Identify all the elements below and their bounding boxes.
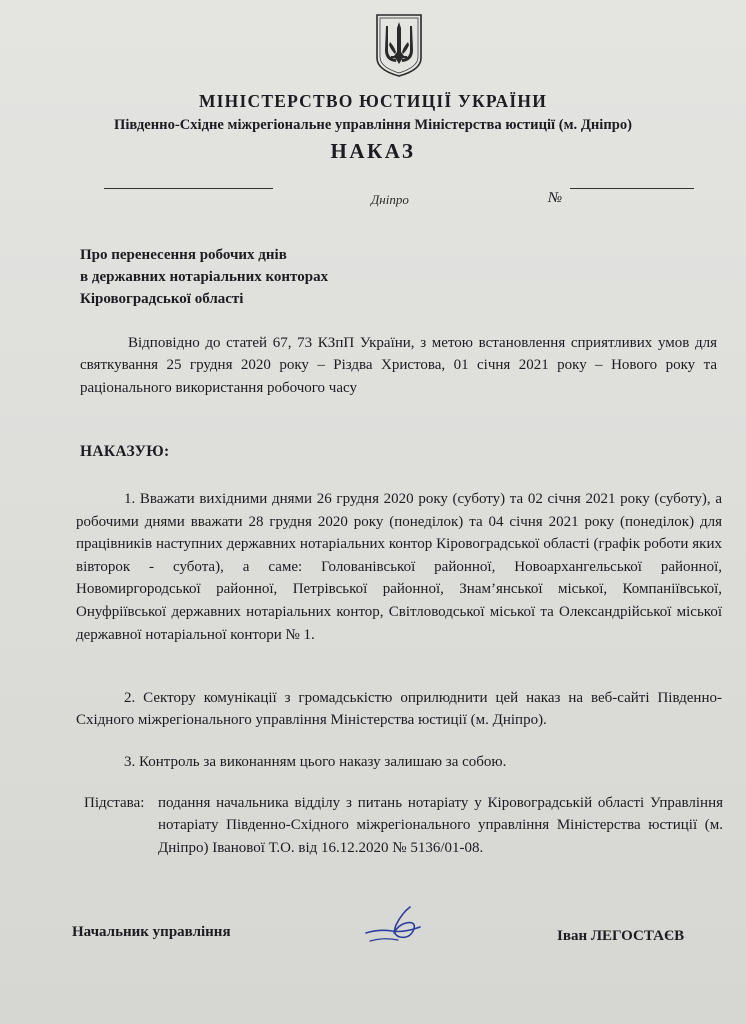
order-item: 3. Контроль за виконанням цього наказу залишаю за собою. [124,754,507,770]
document-city: Дніпро [371,192,409,207]
number-sign: № [548,190,563,206]
order-word: НАКАЗУЮ: [80,443,170,460]
ministry-title: МІНІСТЕРСТВО ЮСТИЦІЇ УКРАЇНИ [198,91,548,111]
department-name: Південно-Східне міжрегіональне управління Міністерства юстиції (м. Дніпро) [113,117,633,133]
intro-paragraph: Відповідно до статей 67, 73 КЗпП України, з метою встановлення сприятливих умов для святкування 25 грудня 2020 року – Різдва Христова, 01 січня 2021 року – Нового року та раціонального використання робочого часу [80,335,717,396]
signatory-position: Начальник управління [72,924,231,940]
subject-line: в державних нотаріальних конторах [80,269,329,285]
document-type: НАКАЗ [330,139,416,163]
order-item: 1. Вважати вихідними днями 26 грудня 2020 року (суботу) та 02 січня 2021 року (суботу), а робочими днями вважати 28 грудня 2020 року (понеділок) та 04 січня 2021 року (понеділок) для працівників наступних державних нотаріальних контор Кіровоградської області (графік роботи яких вівторок - субота), а саме: Голованівської районної, Новоархангельської районної, Новомиргородської районної, Петрівської районної, Знам’янської міської, Компаніївської, Онуфріївської державних нотаріальних контор, Світловодської міської та Олександрійської міської державної нотаріальної контори № 1. [76,491,722,643]
signatory-name: Іван ЛЕГОСТАЄВ [557,928,685,944]
number-blank-line [570,188,694,189]
order-item: 2. Сектору комунікації з громадськістю оприлюднити цей наказ на веб-сайті Південно-Східного міжрегіонального управління Міністерства юстиції (м. Дніпро). [76,690,722,729]
basis-text: подання начальника відділу з питань нотаріату у Кіровоградській області Управління нотаріату Південно-Східного міжрегіонального управління Міністерства юстиції (м. Дніпро) Іванової Т.О. від 16.12.2020 № 5136/01-08. [158,795,723,856]
handwritten-signature-icon [362,903,432,949]
order-subject [80,244,328,310]
subject-line: Кіровоградської області [80,291,244,307]
basis-label: Підстава: [84,795,145,811]
subject-line: Про перенесення робочих днів [80,247,287,263]
coat-of-arms-icon [374,12,424,78]
date-blank-line [104,188,273,189]
